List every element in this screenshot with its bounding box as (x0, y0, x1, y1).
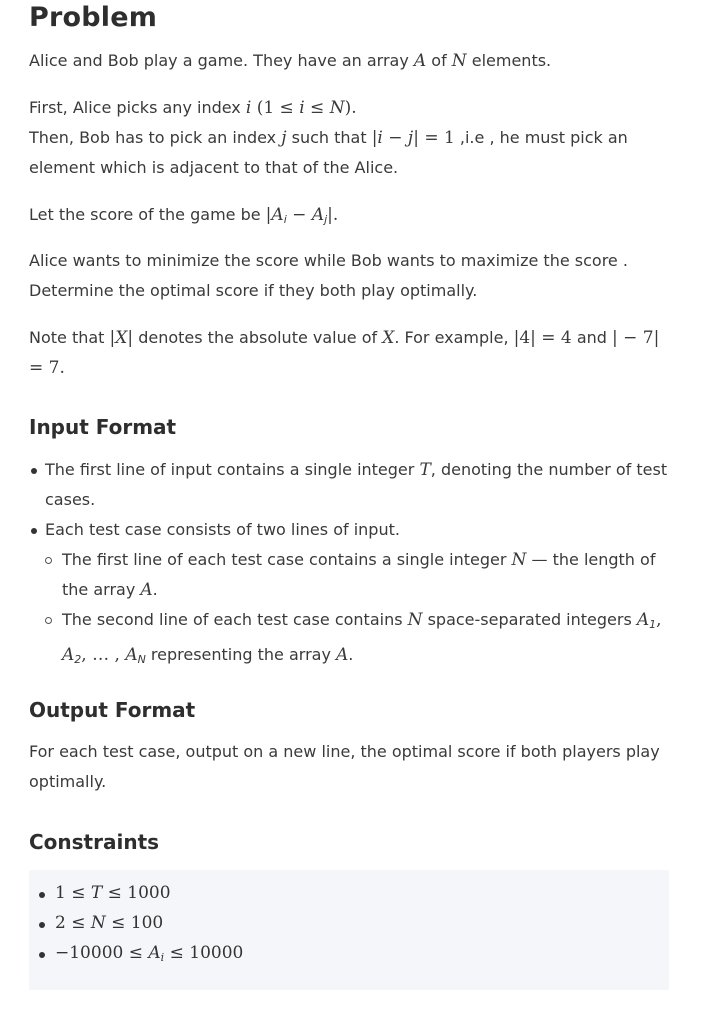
list-item (29, 455, 669, 515)
text: ,i.e , he must pick an element which is adjacent to that of the Alice. (29, 128, 628, 177)
math-var: i (299, 98, 305, 118)
list-item (29, 515, 669, 675)
text: First, Alice picks any index (29, 98, 246, 117)
math-var: A (62, 645, 75, 665)
math-subscript: j (324, 213, 328, 226)
math: 2 ≤ (55, 913, 91, 933)
math: ≤ 100 (105, 913, 164, 933)
math-var: X (382, 328, 395, 348)
math: | − 7| = 7. (29, 328, 660, 378)
list-item (45, 545, 669, 605)
math: | (109, 328, 116, 348)
constraints-list (29, 870, 669, 968)
output-format-heading: Output Format (29, 698, 196, 722)
list-item (45, 605, 669, 675)
text: . (348, 645, 354, 664)
statement-paragraph-2 (29, 93, 669, 123)
math-var: A (271, 205, 284, 225)
math: , … , (81, 645, 126, 665)
text: of (426, 51, 452, 70)
math-var: A (125, 645, 138, 665)
math-var: j (281, 128, 287, 148)
text: space-separated integers (422, 610, 637, 629)
math-subscript: 1 (649, 618, 657, 631)
constraints-box (29, 870, 669, 990)
math: (1 ≤ (251, 98, 300, 118)
math-subscript: i (160, 951, 165, 964)
math: |4| = 4 (513, 328, 572, 348)
constraint-item (29, 938, 669, 968)
math: 1 ≤ (55, 883, 91, 903)
text: denotes the absolute value of (133, 328, 383, 347)
text: Each test case consists of two lines of input. (45, 520, 400, 539)
statement-paragraph-1 (29, 46, 669, 76)
math: ≤ 10000 (164, 943, 244, 963)
text: representing the array (145, 645, 337, 664)
math-var: A (413, 51, 427, 71)
constraint-item (29, 908, 669, 938)
math-var: N (451, 51, 467, 71)
math-var: i (245, 98, 252, 118)
constraints-heading: Constraints (29, 830, 160, 854)
text: The first line of input contains a single integer (45, 460, 420, 479)
math: ). (344, 98, 357, 118)
math: − (382, 128, 408, 148)
math: | (127, 328, 134, 348)
text: Let the score of the game be (29, 205, 266, 224)
math: | (371, 128, 378, 148)
math-var: A (336, 645, 349, 665)
math: − (286, 205, 312, 225)
math: | (265, 205, 272, 225)
text: Then, Bob has to pick an index (29, 128, 282, 147)
text: . (152, 580, 158, 599)
input-format-heading: Input Format (29, 415, 177, 439)
statement-paragraph-3 (29, 123, 669, 183)
math-var: T (90, 883, 103, 903)
math-var: X (115, 328, 128, 348)
math-subscript: i (283, 213, 287, 226)
math-var: A (636, 610, 650, 630)
text: Note that (29, 328, 110, 347)
text: — the length of the array (62, 550, 656, 599)
text: Alice and Bob play a game. They have an array (29, 51, 414, 70)
nested-list (45, 545, 669, 675)
input-format-list (29, 455, 669, 675)
text: . For example, (394, 328, 514, 347)
math-var: N (511, 550, 527, 570)
page-title: Problem (29, 2, 158, 33)
math: ≤ (304, 98, 330, 118)
math-var: T (419, 460, 431, 480)
math-subscript: N (137, 653, 146, 666)
math-var: j (407, 128, 414, 148)
math-var: A (148, 943, 161, 963)
math: −10000 ≤ (55, 943, 149, 963)
math: |. (327, 205, 339, 225)
text: The second line of each test case contains (62, 610, 408, 629)
math-var: N (329, 98, 345, 118)
statement-paragraph-5: Alice wants to minimize the score while Bob wants to maximize the score . Determine the optimal score if they both play optimally. (29, 251, 628, 300)
text: such that (286, 128, 372, 147)
math: ≤ 1000 (102, 883, 171, 903)
math-subscript: 2 (74, 653, 82, 666)
text: and (571, 328, 613, 347)
statement-paragraph-6 (29, 323, 669, 383)
math-var: N (407, 610, 423, 630)
statement-paragraph-4 (29, 200, 669, 235)
text: elements. (466, 51, 552, 70)
output-format-text: For each test case, output on a new line, the optimal score if both players play optimally. (29, 742, 660, 791)
text: The first line of each test case contains a single integer (62, 550, 512, 569)
math-var: N (90, 913, 106, 933)
math: , (656, 610, 662, 630)
constraint-item (29, 878, 669, 908)
text: , denoting the number of test cases. (45, 460, 668, 509)
math-var: A (311, 205, 325, 225)
math-var: A (140, 580, 153, 600)
math-var: i (377, 128, 383, 148)
math: | = 1 (413, 128, 455, 148)
